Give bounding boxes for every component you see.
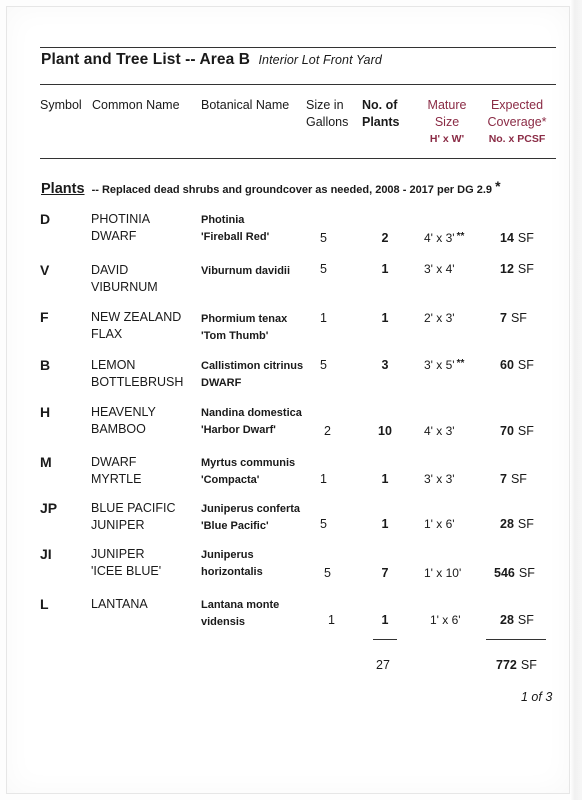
- row-common-name: [91, 309, 181, 343]
- row-num-plants: 7: [381, 566, 389, 580]
- row-mature-size: [424, 517, 457, 531]
- col-mature-l2: Size: [434, 115, 460, 129]
- col-mature-l3: H' x W': [429, 133, 465, 145]
- coverage-unit: SF: [510, 472, 527, 486]
- botanical-line2: 'Fireball Red': [201, 231, 270, 243]
- coverage-unit: SF: [517, 262, 534, 276]
- col-size: [306, 97, 348, 131]
- row-coverage: [500, 613, 534, 627]
- col-cov-l3b: x PCSF: [508, 133, 546, 145]
- top-rule: [40, 47, 556, 48]
- row-size: 5: [320, 231, 327, 245]
- table-row: [0, 357, 570, 405]
- col-num-l1: No. of: [362, 98, 398, 112]
- row-size: 5: [324, 566, 331, 580]
- section-plants: [41, 178, 501, 197]
- botanical-line2: 'Compacta': [201, 474, 260, 486]
- row-mature-size: [424, 311, 457, 325]
- row-botanical-name: [201, 311, 287, 345]
- coverage-value: 28: [500, 613, 514, 627]
- table-row: [0, 546, 570, 594]
- mature-value: 3' x 5': [424, 358, 455, 372]
- coverage-value: 70: [500, 424, 514, 438]
- section-note: -- Replaced dead shrubs and groundcover as needed, 2008 - 2017 per DG 2.9: [91, 184, 492, 196]
- row-num-plants: 1: [381, 262, 389, 276]
- table-row: [0, 596, 570, 644]
- row-mature-size: [424, 358, 464, 372]
- common-line2: FLAX: [91, 327, 123, 341]
- row-botanical-name: [201, 455, 295, 489]
- total-coverage-unit: SF: [520, 658, 537, 672]
- row-coverage: [494, 566, 535, 580]
- coverage-unit: SF: [517, 517, 534, 531]
- row-size: 5: [320, 262, 327, 276]
- common-line2: JUNIPER: [91, 518, 145, 532]
- coverage-unit: SF: [518, 566, 535, 580]
- row-num-plants: 1: [381, 613, 389, 627]
- title-text: Plant and Tree List -- Area B: [41, 51, 251, 68]
- title-subtitle: Interior Lot Front Yard: [258, 53, 382, 67]
- row-mature-size: [430, 613, 463, 627]
- row-botanical-name: [201, 547, 263, 581]
- botanical-line2: 'Harbor Dwarf': [201, 424, 276, 436]
- page-number: 1 of 3: [521, 690, 553, 704]
- total-coverage-value: 772: [496, 658, 517, 672]
- scan-edge: [570, 0, 582, 800]
- mature-value: 2' x 3': [424, 311, 455, 325]
- mature-value: 4' x 3': [424, 231, 455, 245]
- common-line2: DWARF: [91, 229, 137, 243]
- botanical-line1: Phormium tenax: [201, 313, 288, 325]
- coverage-value: 7: [500, 311, 507, 325]
- mature-value: 3' x 4': [424, 262, 455, 276]
- row-num-plants: 1: [381, 311, 389, 325]
- table-row: [0, 404, 570, 452]
- col-cov-l3: [484, 131, 550, 148]
- header-rule: [40, 158, 556, 159]
- coverage-value: 7: [500, 472, 507, 486]
- title-rule: [40, 84, 556, 85]
- row-common-name: [91, 546, 161, 580]
- botanical-line1: Photinia: [201, 214, 245, 226]
- row-symbol: H: [40, 404, 51, 420]
- col-cov-l2: Coverage: [487, 115, 542, 129]
- common-line1: DWARF: [91, 455, 137, 469]
- row-botanical-name: [201, 212, 269, 246]
- row-common-name: [91, 454, 141, 488]
- row-size: 5: [320, 358, 327, 372]
- common-line1: NEW ZEALAND: [91, 310, 182, 324]
- col-num-l2: Plants: [362, 115, 400, 129]
- common-line1: PHOTINIA: [91, 212, 151, 226]
- coverage-unit: SF: [510, 311, 527, 325]
- row-num-plants: 1: [381, 517, 389, 531]
- page-title: [41, 51, 382, 69]
- row-num-plants: 10: [378, 424, 392, 438]
- mature-note: **: [456, 231, 465, 242]
- botanical-line1: Nandina domestica: [201, 407, 302, 419]
- common-line1: JUNIPER: [91, 547, 145, 561]
- col-cov-l1: Expected: [490, 98, 544, 112]
- total-coverage: [496, 658, 537, 672]
- common-line1: HEAVENLY: [91, 405, 156, 419]
- row-common-name: [91, 500, 176, 534]
- coverage-unit: SF: [517, 613, 534, 627]
- col-cov-star: *: [541, 115, 547, 129]
- row-botanical-name: [201, 597, 279, 631]
- row-symbol: V: [40, 262, 50, 278]
- coverage-value: 546: [494, 566, 515, 580]
- row-botanical-name: [201, 405, 302, 439]
- row-coverage: [500, 472, 527, 486]
- botanical-line2: vidensis: [201, 616, 246, 628]
- coverage-unit: SF: [517, 231, 534, 245]
- common-line1: BLUE PACIFIC: [91, 501, 176, 515]
- botanical-line1: Lantana monte: [201, 599, 280, 611]
- botanical-line1: Juniperus: [201, 549, 254, 561]
- col-expected-coverage: [484, 97, 550, 148]
- col-num-plants: [362, 97, 400, 131]
- common-line2: BOTTLEBRUSH: [91, 375, 184, 389]
- row-num-plants: 3: [381, 358, 389, 372]
- botanical-line2: 'Blue Pacific': [201, 520, 269, 532]
- botanical-line1: Myrtus communis: [201, 457, 296, 469]
- common-line2: MYRTLE: [91, 472, 142, 486]
- row-mature-size: [424, 424, 457, 438]
- row-symbol: JP: [40, 500, 58, 516]
- coverage-value: 14: [500, 231, 514, 245]
- col-cov-l2-wrap: [484, 114, 550, 131]
- mature-value: 1' x 6': [424, 517, 455, 531]
- table-row: [0, 262, 570, 310]
- row-coverage: [500, 262, 534, 276]
- row-common-name: [91, 262, 158, 296]
- plants-sum-rule: [373, 639, 397, 640]
- botanical-line1: Juniperus conferta: [201, 503, 301, 515]
- row-coverage: [500, 517, 534, 531]
- row-symbol: JI: [40, 546, 52, 562]
- row-num-plants: 1: [381, 472, 389, 486]
- common-line1: LEMON: [91, 358, 136, 372]
- row-size: 5: [320, 517, 327, 531]
- row-common-name: [91, 596, 148, 613]
- total-plants: 27: [376, 658, 390, 672]
- common-line2: BAMBOO: [91, 422, 146, 436]
- row-common-name: [91, 404, 156, 438]
- col-size-l1: Size in: [306, 98, 344, 112]
- botanical-line2: horizontalis: [201, 566, 263, 578]
- common-line1: LANTANA: [91, 597, 148, 611]
- row-symbol: B: [40, 357, 51, 373]
- coverage-unit: SF: [517, 358, 534, 372]
- common-line1: DAVID: [91, 263, 129, 277]
- row-size: 1: [328, 613, 335, 627]
- col-size-l2: Gallons: [306, 115, 349, 129]
- mature-note: **: [456, 358, 465, 369]
- botanical-line1: Viburnum davidii: [201, 265, 291, 277]
- botanical-line2: DWARF: [201, 377, 242, 389]
- row-symbol: F: [40, 309, 49, 325]
- mature-value: 4' x 3': [424, 424, 455, 438]
- botanical-line1: Callistimon citrinus: [201, 360, 304, 372]
- mature-value: 3' x 3': [424, 472, 455, 486]
- row-size: 2: [324, 424, 331, 438]
- row-botanical-name: [201, 501, 300, 535]
- mature-value: 1' x 6': [430, 613, 461, 627]
- col-common-name: Common Name: [92, 98, 180, 112]
- row-common-name: [91, 211, 150, 245]
- coverage-sum-rule: [486, 639, 546, 640]
- row-mature-size: [424, 472, 457, 486]
- section-label: Plants: [41, 181, 85, 197]
- common-line2: 'ICEE BLUE': [91, 564, 162, 578]
- common-line2: VIBURNUM: [91, 280, 158, 294]
- table-row: [0, 211, 570, 259]
- coverage-value: 12: [500, 262, 514, 276]
- row-num-plants: 2: [381, 231, 389, 245]
- row-mature-size: [424, 262, 457, 276]
- row-coverage: [500, 231, 534, 245]
- section-star: *: [495, 178, 501, 194]
- col-symbol: Symbol: [40, 98, 82, 112]
- row-botanical-name: [201, 358, 303, 392]
- col-mature-size: [418, 97, 476, 148]
- col-botanical-name: Botanical Name: [201, 98, 290, 112]
- row-size: 1: [320, 311, 327, 325]
- coverage-value: 28: [500, 517, 514, 531]
- row-symbol: L: [40, 596, 49, 612]
- mature-value: 1' x 10': [424, 566, 462, 580]
- row-mature-size: [424, 566, 463, 580]
- table-row: [0, 454, 570, 502]
- coverage-unit: SF: [517, 424, 534, 438]
- row-symbol: D: [40, 211, 51, 227]
- coverage-value: 60: [500, 358, 514, 372]
- botanical-line2: 'Tom Thumb': [201, 330, 269, 342]
- col-mature-l1: Mature: [427, 98, 467, 112]
- table-row: [0, 500, 570, 548]
- row-symbol: M: [40, 454, 52, 470]
- row-mature-size: [424, 231, 464, 245]
- row-coverage: [500, 424, 534, 438]
- row-coverage: [500, 358, 534, 372]
- row-coverage: [500, 311, 527, 325]
- row-size: 1: [320, 472, 327, 486]
- row-botanical-name: [201, 263, 290, 280]
- col-cov-l3a: No.: [488, 133, 506, 145]
- table-row: [0, 309, 570, 357]
- row-common-name: [91, 357, 183, 391]
